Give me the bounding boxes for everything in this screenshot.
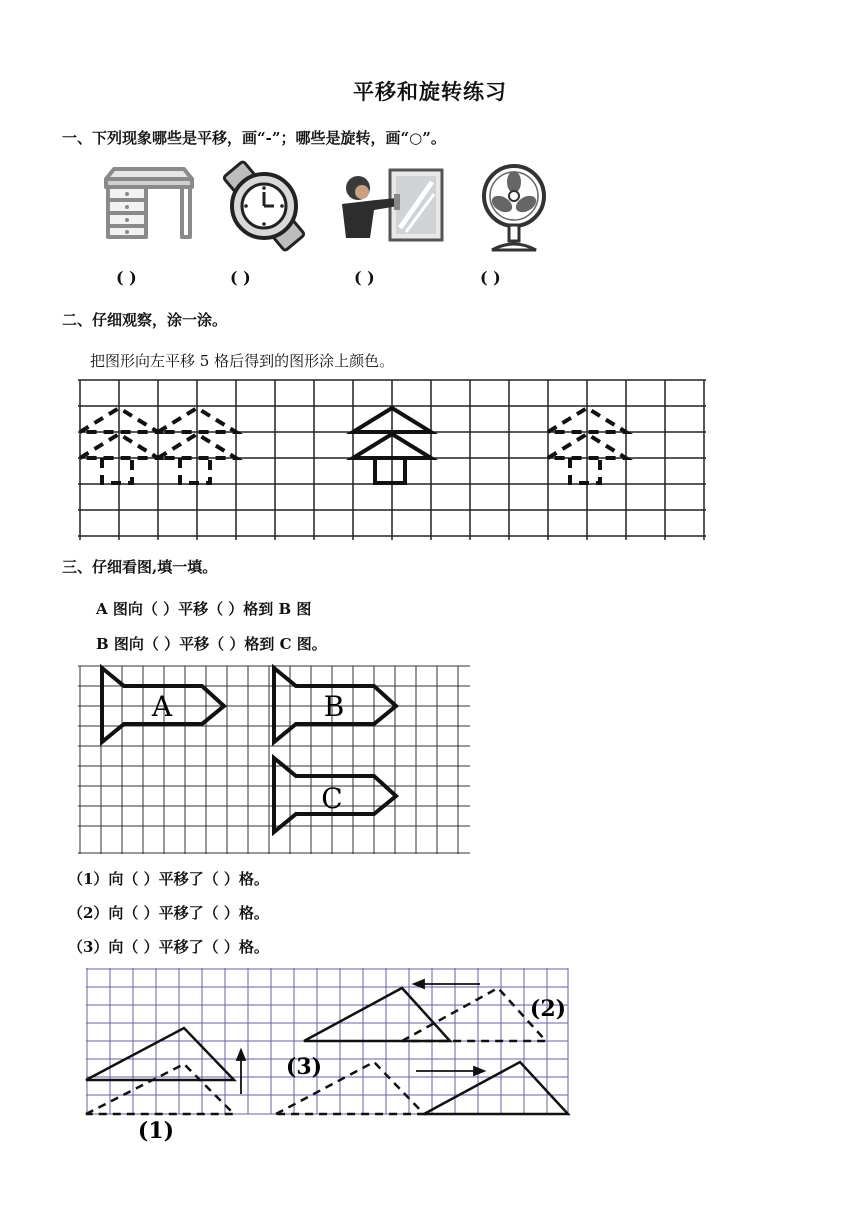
label-b: B (323, 690, 345, 723)
answer-blank-1[interactable]: ( ) (116, 268, 137, 287)
section3-line1: A 图向（ ）平移（ ）格到 B 图 (96, 600, 312, 618)
grid-arrows (78, 666, 472, 856)
section3-heading: 三、仔细看图,填一填。 (62, 558, 218, 576)
label-a: A (151, 690, 173, 723)
grid-triangles (86, 968, 570, 1148)
fill-line-3: （3）向（ ）平移了（ ）格。 (68, 938, 269, 956)
grid-tree (78, 380, 706, 540)
fill-line-2: （2）向（ ）平移了（ ）格。 (68, 904, 269, 922)
diagram-label-1: (1) (137, 1118, 175, 1144)
section2-heading: 二、仔细观察，涂一涂。 (62, 311, 228, 329)
section2-instruction: 把图形向左平移 5 格后得到的图形涂上颜色。 (90, 352, 395, 370)
section3-line2: B 图向（ ）平移（ ）格到 C 图。 (96, 635, 327, 653)
label-c: C (321, 782, 343, 815)
diagram-label-2: (2) (529, 996, 567, 1022)
page-title: 平移和旋转练习 (353, 79, 507, 104)
window-cleaning-icon (336, 168, 446, 244)
triangle-1-dashed (86, 1064, 234, 1114)
diagram-label-3: (3) (285, 1054, 323, 1080)
answer-blank-2[interactable]: ( ) (230, 268, 251, 287)
answer-blank-3[interactable]: ( ) (354, 268, 375, 287)
triangle-1-solid (86, 1028, 234, 1080)
fan-icon (478, 162, 550, 254)
desk-icon (100, 165, 196, 245)
triangle-3-solid (424, 1062, 568, 1114)
triangle-2-solid (304, 988, 450, 1041)
answer-blank-4[interactable]: ( ) (480, 268, 501, 287)
section1-heading: 一、下列现象哪些是平移，画“-”；哪些是旋转，画“○”。 (62, 129, 446, 147)
fill-line-1: （1）向（ ）平移了（ ）格。 (68, 870, 269, 888)
watch-icon (218, 160, 310, 252)
